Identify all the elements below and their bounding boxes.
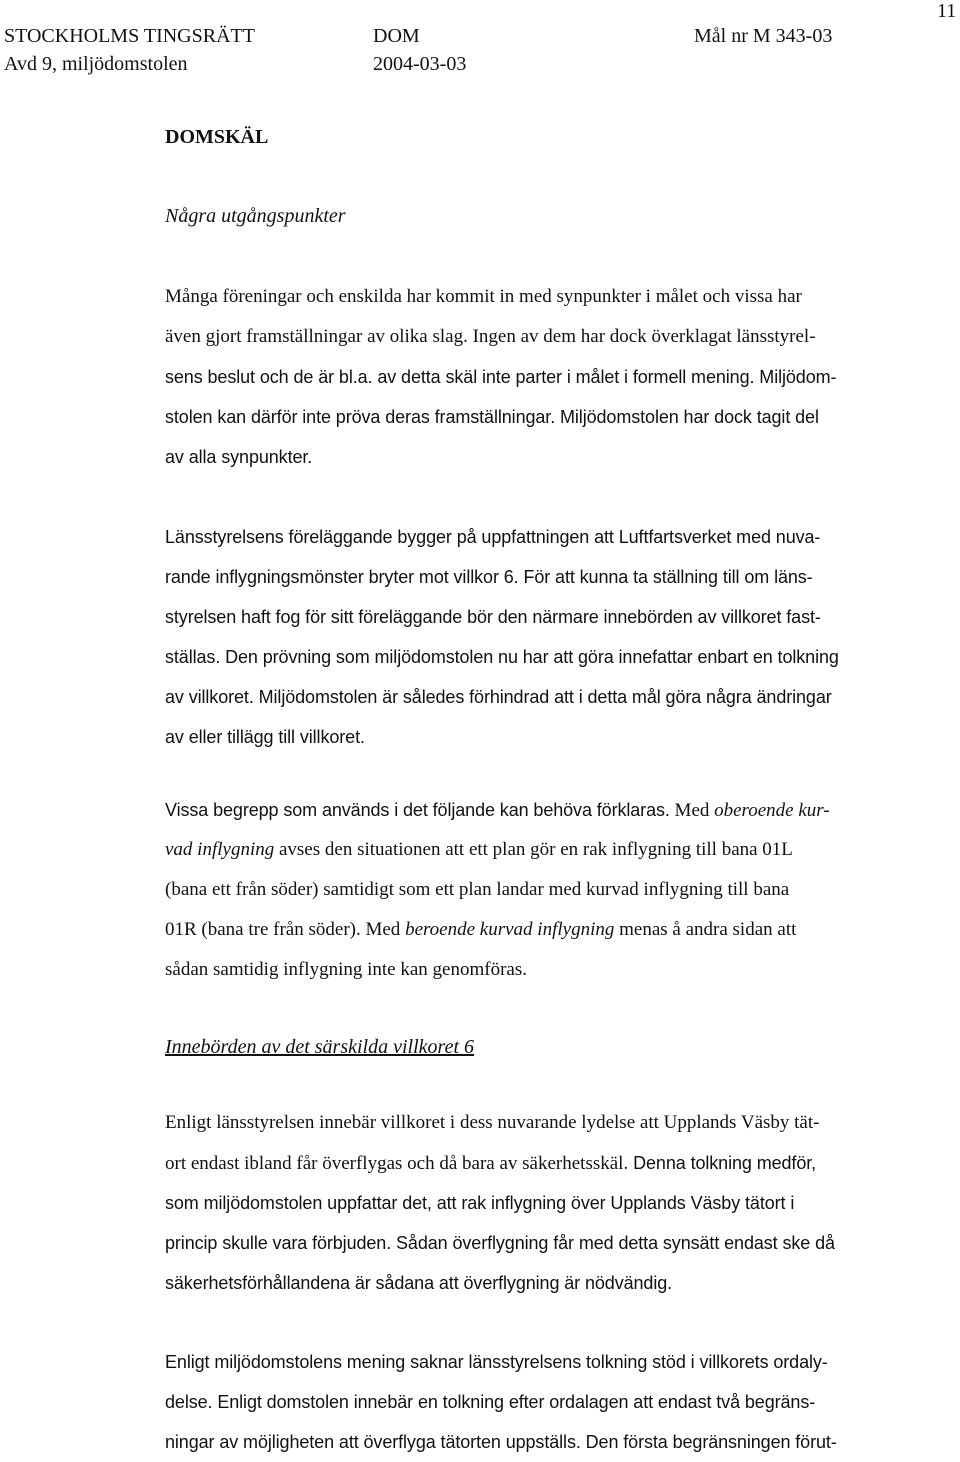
text-run: Med bbox=[360, 919, 406, 940]
paragraph-4 bbox=[165, 1103, 957, 1303]
text-run: menas å andra sidan att bbox=[614, 919, 797, 940]
term-independent-curved-approach: vad inflygning bbox=[165, 839, 275, 860]
text-run: avses den situationen att ett plan gör en rak inflygning till bana 01L bbox=[274, 839, 793, 860]
paragraph-line: av eller tillägg till villkoret. bbox=[165, 727, 365, 747]
text-run: 01R (bana tre från söder). bbox=[165, 919, 361, 940]
section-heading: DOMSKÄL bbox=[165, 126, 269, 148]
case-number: Mål nr M 343-03 bbox=[694, 25, 833, 47]
paragraph-line: säkerhetsförhållandena är sådana att överflygning är nödvändig. bbox=[165, 1273, 673, 1293]
paragraph-1 bbox=[165, 277, 957, 477]
paragraph-line: ningar av möjligheten att överflyga tätorten uppställs. Den första begränsningen förut- bbox=[165, 1432, 837, 1452]
paragraph-line: rande inflygningsmönster bryter mot villkor 6. För att kunna ta ställning till om läns- bbox=[165, 567, 813, 587]
paragraph-line: Enligt miljödomstolens mening saknar länsstyrelsens tolkning stöd i villkorets ordaly- bbox=[165, 1352, 828, 1372]
document-type: DOM bbox=[373, 25, 420, 47]
department-name: Avd 9, miljödomstolen bbox=[4, 53, 188, 75]
paragraph-line: Enligt länsstyrelsen innebär villkoret i dess nuvarande lydelse att Upplands Väsby tät- bbox=[165, 1112, 820, 1133]
paragraph-line: sådan samtidig inflygning inte kan genomföras. bbox=[165, 959, 527, 980]
paragraph-line bbox=[165, 1223, 957, 1263]
paragraph-line: (bana ett från söder) samtidigt som ett plan landar med kurvad inflygning till bana bbox=[165, 879, 790, 900]
paragraph-line: styrelsen haft fog för sitt föreläggande bör den närmare innebörden av villkoret fast- bbox=[165, 607, 821, 627]
paragraph-line: även gjort framställningar av olika slag. Ingen av dem har dock överklagat länsstyrel- bbox=[165, 326, 816, 347]
court-name: STOCKHOLMS TINGSRÄTT bbox=[4, 25, 255, 47]
paragraph-line: ställas. Den prövning som miljödomstolen nu har att göra innefattar enbart en tolkning bbox=[165, 647, 839, 667]
paragraph-line bbox=[165, 830, 957, 870]
paragraph-line bbox=[165, 1143, 957, 1183]
term-independent-curved-approach: oberoende kur- bbox=[714, 800, 830, 821]
subheading-starting-points: Några utgångspunkter bbox=[165, 205, 346, 227]
paragraph-line: stolen kan därför inte pröva deras framställningar. Miljödomstolen har dock tagit del bbox=[165, 407, 819, 427]
paragraph-line: av alla synpunkter. bbox=[165, 447, 313, 467]
text-run: Vissa begrepp som används i det följande kan behöva förklaras. bbox=[165, 800, 670, 820]
paragraph-line: Länsstyrelsens föreläggande bygger på uppfattningen att Luftfartsverket med nuva- bbox=[165, 527, 821, 547]
text-run: Med bbox=[669, 800, 715, 821]
paragraph-3 bbox=[165, 790, 957, 990]
text-run: princip skulle vara förbjuden. bbox=[165, 1233, 392, 1253]
paragraph-line bbox=[165, 790, 957, 830]
paragraph-line: som miljödomstolen uppfattar det, att rak inflygning över Upplands Väsby tätort i bbox=[165, 1193, 795, 1213]
paragraph-line: Många föreningar och enskilda har kommit in med synpunkter i målet och vissa har bbox=[165, 286, 802, 307]
term-dependent-curved-approach: beroende kurvad inflygning bbox=[405, 919, 615, 940]
document-date: 2004-03-03 bbox=[373, 53, 467, 75]
paragraph-line bbox=[165, 910, 957, 950]
text-run: Sådan överflygning får med detta synsätt endast ske då bbox=[391, 1233, 835, 1253]
paragraph-5 bbox=[165, 1342, 957, 1462]
text-run: Denna tolkning medför, bbox=[628, 1153, 817, 1173]
paragraph-line: sens beslut och de är bl.a. av detta skäl inte parter i målet i formell mening. Miljödom- bbox=[165, 367, 837, 387]
text-run: ort endast ibland får överflygas och då bara av säkerhetsskäl. bbox=[165, 1153, 629, 1174]
paragraph-line: delse. Enligt domstolen innebär en tolkning efter ordalagen att endast två begräns- bbox=[165, 1392, 816, 1412]
paragraph-line: av villkoret. Miljödomstolen är således förhindrad att i detta mål göra några ändringar bbox=[165, 687, 832, 707]
subheading-condition-6: Innebörden av det särskilda villkoret 6 bbox=[165, 1036, 475, 1058]
page-number: 11 bbox=[937, 0, 957, 22]
paragraph-2 bbox=[165, 517, 957, 757]
